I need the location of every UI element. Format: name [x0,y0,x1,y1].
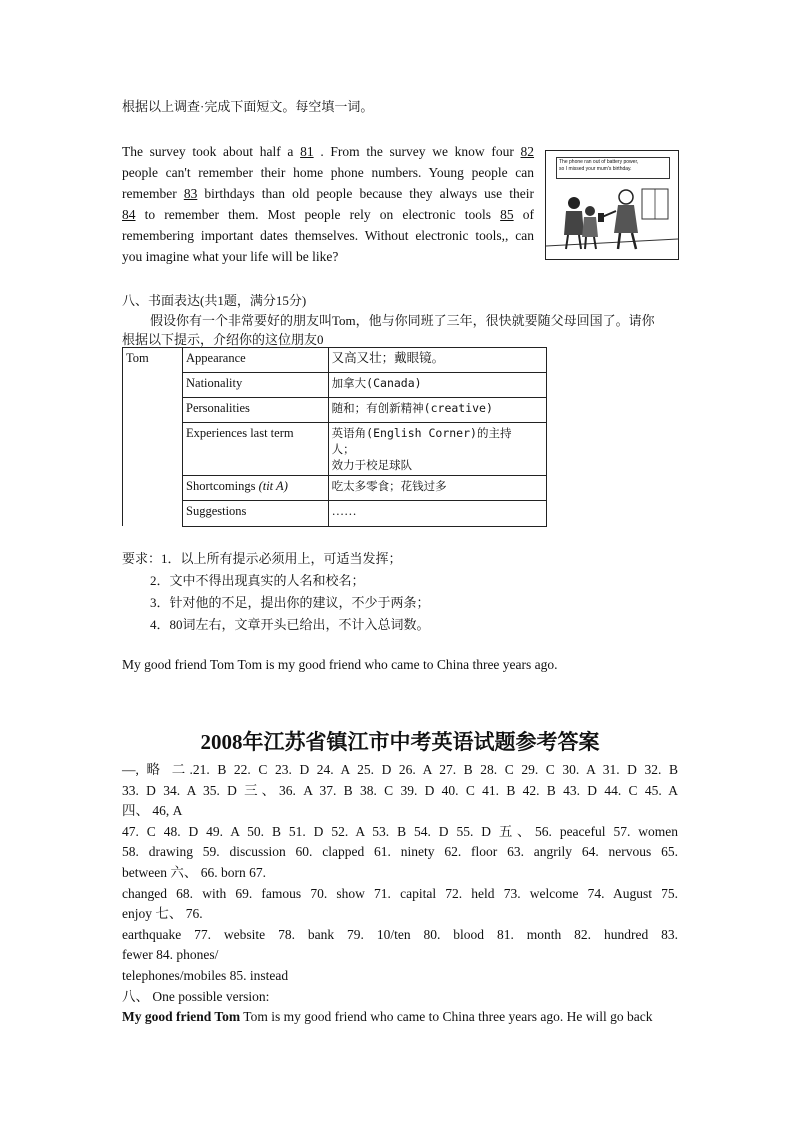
answer-line: enjoy 七、 76. [122,906,203,922]
section-8-heading: 八、书面表达(共1题，满分15分) [122,293,307,308]
label-text: Shortcomings [186,479,256,493]
passage-line-2: people can't remember their home phone numbers. Young people can [122,165,534,180]
row-value: 又高又壮；戴眼镜。 [328,348,546,373]
requirement-1: 要求：1．以上所有提示必须用上，可适当发挥； [122,551,402,566]
answer-line: —, 略 二.21. B 22. C 23. D 24. A 25. D 26. A 27. B 28. C 29. C 30. A 31. D 32. B [122,762,678,777]
answer-line: telephones/mobiles 85. instead [122,967,289,983]
row-label [183,476,329,501]
row-value [328,423,546,476]
text: remember [122,186,177,201]
intro-instruction: 根据以上调查·完成下面短文。每空填一词。 [122,99,374,114]
answer-line: fewer 84. phones/ [122,947,219,963]
caption-line: The phone ran out of battery power, [559,159,639,165]
answer-line: 58. drawing 59. discussion 60. clapped 61. ninety 62. floor 63. angrily 64. nervous 65. [122,844,678,860]
requirement-3: 3．针对他的不足，提出你的建议，不少于两条； [150,595,430,610]
text: . From the survey we know four [320,144,514,159]
bold-lead: My good friend Tom [122,1009,241,1025]
table-row [183,348,547,373]
cartoon-drawing [546,151,678,259]
cartoon-image [545,150,679,260]
blank-84: 84 [122,207,136,222]
row-label: Nationality [183,373,329,398]
passage-line-5: remembering important dates themselves. Without electronic tools,, can [122,228,534,243]
answer-line: between 六、 66. born 67. [122,864,266,880]
answer-line: 47. C 48. D 49. A 50. B 51. D 52. A 53. B 54. D 55. D 五、56. peaceful 57. women [122,823,678,839]
row-value: 吃太多零食；花钱过多 [328,476,546,501]
table-name-cell: Tom [126,351,149,365]
answer-line [122,1007,678,1028]
table-row [183,373,547,398]
value-line: 英语角(English Corner)的主持 [331,426,512,440]
text: birthdays than old people because they always use their [204,186,535,201]
answer-line: 八、 One possible version: [122,988,270,1004]
text: to remember them. Most people rely on electronic tools [144,207,491,222]
table [182,347,547,527]
passage-line-1 [122,141,534,162]
value-line: 人； [331,442,355,456]
passage-line-4 [122,204,534,225]
row-label: Personalities [183,398,329,423]
table-row [183,476,547,501]
table-row [183,398,547,423]
row-label: Suggestions [183,501,329,527]
blank-82: 82 [520,144,535,159]
section-8-prompt-line-2: 根据以下提示，介绍你的这位朋友0 [122,332,324,347]
requirement-4: 4．80词左右，文章开头已给出，不计入总词数。 [150,617,430,632]
row-value: …… [328,501,546,527]
row-value: 随和；有创新精神(creative) [328,398,546,423]
blank-83: 83 [183,186,198,201]
answer-line: changed 68. with 69. famous 70. show 71. capital 72. held 73. welcome 74. August 75. [122,885,678,901]
table-name-column [122,347,182,526]
friend-info-table [182,347,547,527]
row-label: Appearance [183,348,329,373]
label-italic: (tit A) [258,479,288,493]
value-line: 效力于校足球队 [331,458,413,472]
text: of [522,207,535,222]
text: Tom is my good friend who came to China three years ago. He will go back [240,1009,653,1025]
passage-line-3 [122,183,534,204]
table-row [183,423,547,476]
passage-line-6: you imagine what your life will be like? [122,249,339,264]
answer-key [122,760,678,1028]
section-8-prompt-line-1: 假设你有一个非常要好的朋友叫Tom，他与你同班了三年，很快就要随父母回国了。请你 [150,313,655,328]
blank-81: 81 [300,144,314,159]
row-value: 加拿大(Canada) [328,373,546,398]
requirement-2: 2．文中不得出现真实的人名和校名； [150,573,365,588]
essay-opening: My good friend Tom Tom is my good friend who came to China three years ago. [122,657,558,672]
answer-line: earthquake 77. website 78. bank 79. 10/ten 80. blood 81. month 82. hundred 83. [122,926,678,942]
blank-85: 85 [500,207,514,222]
answers-title: 2008年江苏省镇江市中考英语试题参考答案 [200,730,600,754]
answer-line: 33. D 34. A 35. D 三、36. A 37. B 38. C 39. D 40. C 41. B 42. B 43. D 44. C 45. A [122,782,678,798]
table-row [183,501,547,527]
text: The survey took about half a [122,144,294,159]
answer-line: 四、 46, A [122,803,183,819]
caption-line: so I missed your mum's birthday. [559,166,632,172]
row-label: Experiences last term [183,423,329,476]
